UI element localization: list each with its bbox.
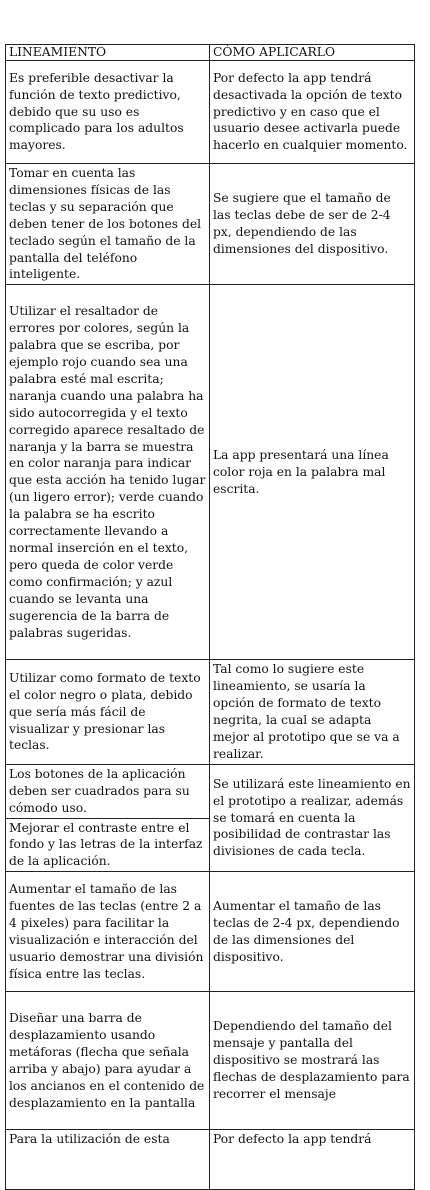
aplicar-cell: La app presentará una línea color roja en la palabra mal escrita. bbox=[210, 285, 415, 660]
lineamiento-cell: Los botones de la aplicación deben ser cuadrados para su cómodo uso. bbox=[6, 764, 210, 818]
lineamiento-cell: Utilizar como formato de texto el color negro o plata, debido que sería más fácil de visualizar y presionar las teclas. bbox=[6, 660, 210, 764]
aplicar-cell: Aumentar el tamaño de las teclas de 2-4 px, dependiendo de las dimensiones del dispositivo. bbox=[210, 872, 415, 992]
table-row bbox=[6, 764, 415, 818]
aplicar-cell: Se utilizará este lineamiento en el prototipo a realizar, además se tomará en cuenta la posibilidad de contrastar las divisiones de cada tecla. bbox=[210, 764, 415, 871]
header-lineamiento: LINEAMIENTO bbox=[6, 45, 210, 61]
table-row bbox=[6, 285, 415, 660]
table-row bbox=[6, 61, 415, 164]
lineamiento-cell: Aumentar el tamaño de las fuentes de las teclas (entre 2 a 4 pixeles) para facilitar la visualización e interacción del usuario demostrar una división física entre las teclas. bbox=[6, 872, 210, 992]
guidelines-table bbox=[5, 44, 415, 1190]
table-row bbox=[6, 992, 415, 1130]
lineamiento-cell: Es preferible desactivar la función de texto predictivo, debido que su uso es complicado para los adultos mayores. bbox=[6, 61, 210, 164]
table-row bbox=[6, 872, 415, 992]
aplicar-cell: Tal como lo sugiere este lineamiento, se usaría la opción de formato de texto negrita, la cual se adapta mejor al prototipo que se va a realizar. bbox=[210, 660, 415, 764]
lineamiento-cell: Para la utilización de esta bbox=[6, 1130, 210, 1190]
header-como-aplicarlo: CÓMO APLICARLO bbox=[210, 45, 415, 61]
aplicar-cell: Por defecto la app tendrá bbox=[210, 1130, 415, 1190]
lineamiento-cell: Mejorar el contraste entre el fondo y las letras de la interfaz de la aplicación. bbox=[6, 818, 210, 872]
table-header-row bbox=[6, 45, 415, 61]
aplicar-cell: Por defecto la app tendrá desactivada la opción de texto predictivo y en caso que el usuario desee activarla puede hacerlo en cualquier momento. bbox=[210, 61, 415, 164]
lineamiento-cell: Diseñar una barra de desplazamiento usando metáforas (flecha que señala arriba y abajo) para ayudar a los ancianos en el contenido de desplazamiento en la pantalla bbox=[6, 992, 210, 1130]
table-row bbox=[6, 164, 415, 285]
aplicar-cell: Dependiendo del tamaño del mensaje y pantalla del dispositivo se mostrará las flechas de desplazamiento para recorrer el mensaje bbox=[210, 992, 415, 1130]
lineamiento-cell: Tomar en cuenta las dimensiones físicas de las teclas y su separación que deben tener de los botones del teclado según el tamaño de la pantalla del teléfono inteligente. bbox=[6, 164, 210, 285]
aplicar-cell: Se sugiere que el tamaño de las teclas debe de ser de 2-4 px, dependiendo de las dimensiones del dispositivo. bbox=[210, 164, 415, 285]
lineamiento-cell: Utilizar el resaltador de errores por colores, según la palabra que se escriba, por ejemplo rojo cuando sea una palabra esté mal escrita; naranja cuando una palabra ha sido autocorregida y el texto corregido aparece resaltado de naranja y la barra se muestra en color naranja para indicar que esta acción ha tenido lugar (un ligero error); verde cuando la palabra se ha escrito correctamente llevando a normal inserción en el texto, pero queda de color verde como confirmación; y azul cuando se levanta una sugerencia de la barra de palabras sugeridas. bbox=[6, 285, 210, 660]
table-row bbox=[6, 660, 415, 764]
